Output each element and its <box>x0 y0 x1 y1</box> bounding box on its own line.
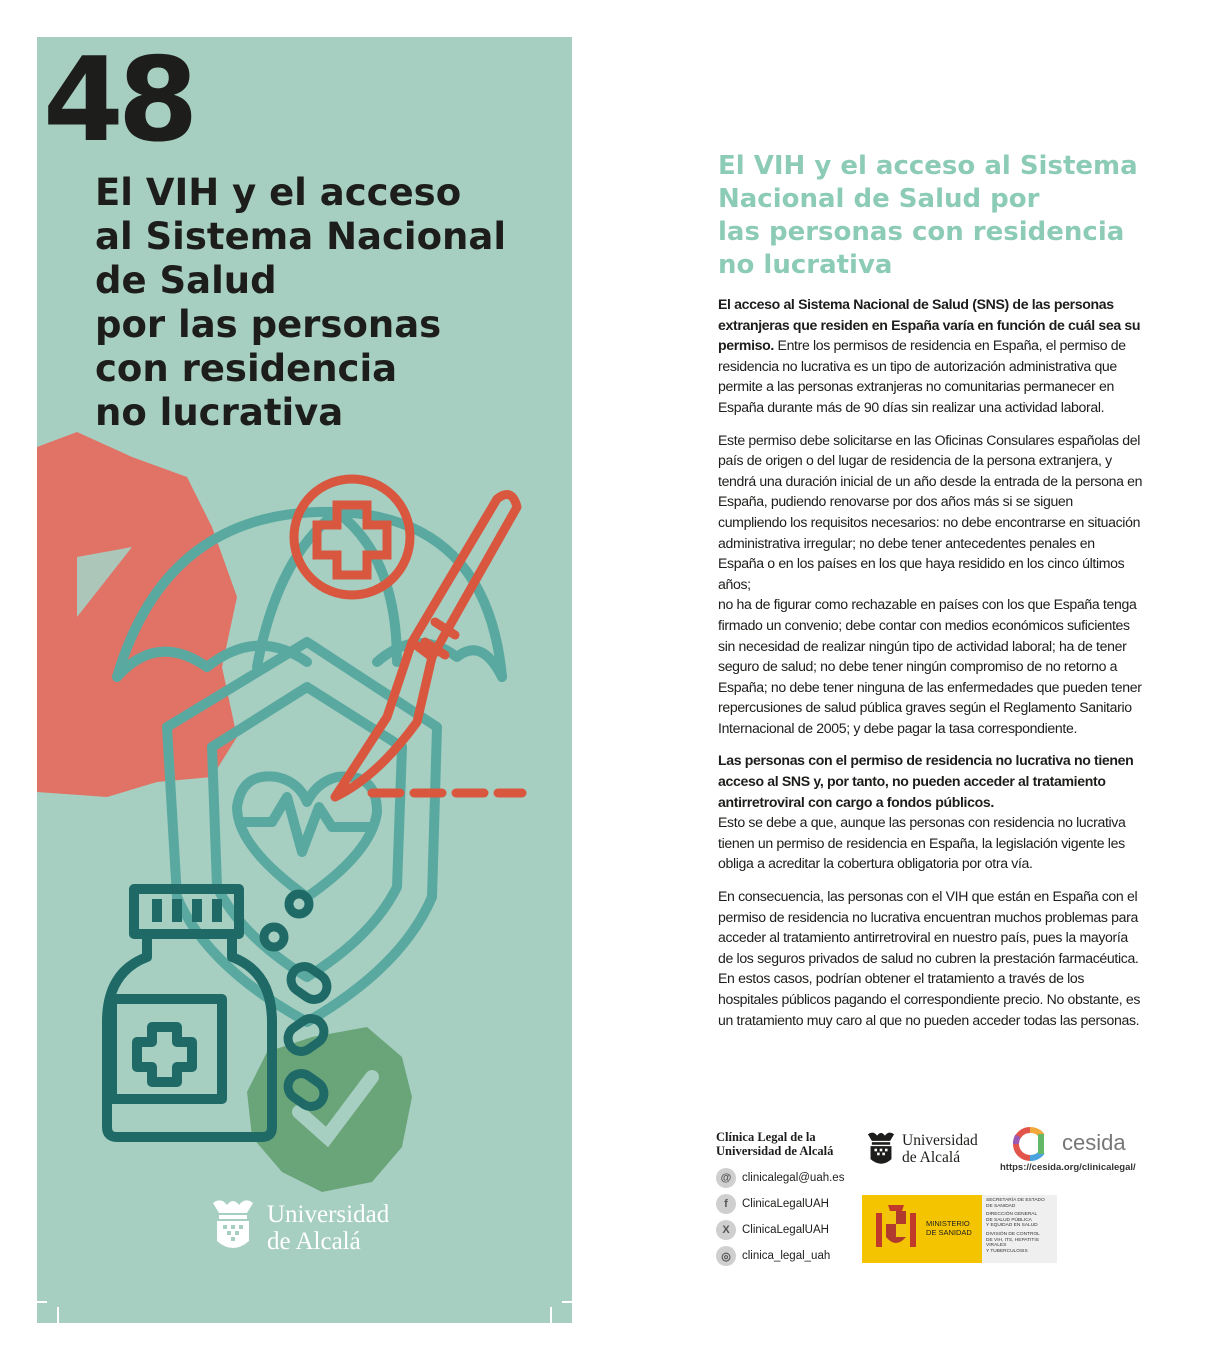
paragraph-4: En consecuencia, las personas con el VIH que están en España con el permiso de residencia no lucrativa encuentran muchos problemas para acceder al tratamiento antirretroviral en nuestro país, pues la mayoría de los seguros privados de salud no cubren la prestación farmacéutica. En estos casos, podrían obtener el tratamiento a través de los hospitales públicos pagando el correspondiente precio. No obstante, es un tratamiento muy caro al que no pueden acceder todas las personas. <box>718 888 1141 1028</box>
ministry-secretariat: SECRETARÍA DE ESTADO DE SANIDAD <box>986 1198 1045 1209</box>
article-title: El VIH y el acceso al Sistema Nacional de Salud por las personas con residencia no lucrativa <box>718 151 1138 280</box>
university-crest-icon <box>207 1197 259 1257</box>
contact-facebook-text: ClinicaLegalUAH <box>742 1198 829 1210</box>
clinic-name: Clínica Legal de la Universidad de Alcalá <box>716 1130 834 1158</box>
heart-pulse-icon <box>237 776 377 897</box>
cover-university-name: Universidad de Alcalá <box>267 1201 390 1255</box>
at-icon: @ <box>716 1168 736 1188</box>
university-crest-icon <box>864 1130 898 1170</box>
contact-instagram[interactable] <box>716 1246 830 1266</box>
paragraph-3 <box>718 750 1143 874</box>
paragraph-2: Este permiso debe solicitarse en las Oficinas Consulares españolas del país de origen o del lugar de residencia de la persona extranjera, y tendrá una duración inicial de un año desde la entrada de la persona en España, pudiendo renovarse por dos años más si se siguen cumpliendo los requisitos necesarios: no debe encontrarse en situación administrativa irregular; no debe tener antecedentes penales en España o en los países en los que haya residido en los cinco últimos años; <box>718 431 1143 592</box>
paragraph-1-body: Entre los permisos de residencia en España, el permiso de residencia no lucrativa es un tipo de autorización administrativa que permite a las personas extranjeras no comunitarias permanecer en España durante más de 90 días sin realizar una actividad laboral. <box>718 337 1126 415</box>
paragraph-2b: no ha de figurar como rechazable en países con los que España tenga firmado un convenio; debe contar con medios económicos suficientes sin necesidad de realizar ningún tipo de actividad laboral; ha de tener seguro de salud; no debe tener ningún compromiso de no retorno a España; no debe tener ninguna de las enfermedades que pueden tener repercusiones de salud pública graves según el Reglamento Sanitario Internacional de 2005; y debe pagar la tasa correspondiente. <box>718 596 1142 736</box>
paragraph-1 <box>718 294 1143 418</box>
x-twitter-icon: X <box>716 1220 736 1240</box>
cesida-ring-icon <box>1008 1126 1058 1162</box>
contact-facebook[interactable] <box>716 1194 829 1214</box>
booklet-number: 48 <box>43 37 193 168</box>
contact-x[interactable] <box>716 1220 829 1240</box>
cesida-url[interactable]: https://cesida.org/clinicalegal/ <box>1000 1162 1136 1173</box>
crop-mark <box>562 1301 572 1303</box>
instagram-icon: ◎ <box>716 1246 736 1266</box>
article <box>718 150 1143 1042</box>
cover-university-logo <box>207 1197 447 1267</box>
ministry-logo <box>862 1195 1057 1263</box>
facebook-icon: f <box>716 1194 736 1214</box>
ministry-directorate: DIRECCIÓN GENERAL DE SALUD PÚBLICA Y EQUIDAD EN SALUD <box>986 1212 1038 1229</box>
footer-university-logo <box>864 1130 994 1174</box>
ministry-division: DIVISIÓN DE CONTROL DE VIH, ITS, HEPATITIS VIRALES Y TUBERCULOSIS <box>986 1231 1040 1254</box>
cesida-wordmark: cesida <box>1062 1130 1126 1155</box>
crop-mark <box>57 1307 59 1323</box>
paragraph-3-body: Esto se debe a que, aunque las personas con residencia no lucrativa tienen un permiso de residencia en España, la legislación vigente les obliga a acreditar la cobertura obligatoria por otra vía. <box>718 814 1126 872</box>
paragraph-1-lead: El acceso al Sistema Nacional de Salud (SNS) de las personas extranjeras que residen en España varía en función de cuál sea su permiso. <box>718 296 1141 354</box>
ministry-name: MINISTERIO DE SANIDAD <box>926 1219 972 1237</box>
contact-email[interactable] <box>716 1168 844 1188</box>
cesida-logo[interactable] <box>1000 1126 1148 1178</box>
spain-coat-of-arms-icon <box>874 1203 918 1255</box>
footer <box>716 1126 1146 1276</box>
contact-email-text: clinicalegal@uah.es <box>742 1172 845 1184</box>
cover-title: El VIH y el acceso al Sistema Nacional de Salud por las personas con residencia no lucrativa <box>95 171 507 434</box>
contact-x-text: ClinicaLegalUAH <box>742 1224 829 1236</box>
cover-panel <box>37 37 572 1323</box>
crop-mark <box>550 1307 552 1323</box>
contact-instagram-text: clinica_legal_uah <box>742 1250 831 1262</box>
paragraph-3-lead: Las personas con el permiso de residencia no lucrativa no tienen acceso al SNS y, por tanto, no pueden acceder al tratamiento antirretroviral con cargo a fondos públicos. <box>718 752 1134 810</box>
footer-university-name: Universidad de Alcalá <box>902 1132 978 1166</box>
ministry-departments <box>982 1195 1057 1263</box>
crop-mark <box>37 1301 47 1303</box>
